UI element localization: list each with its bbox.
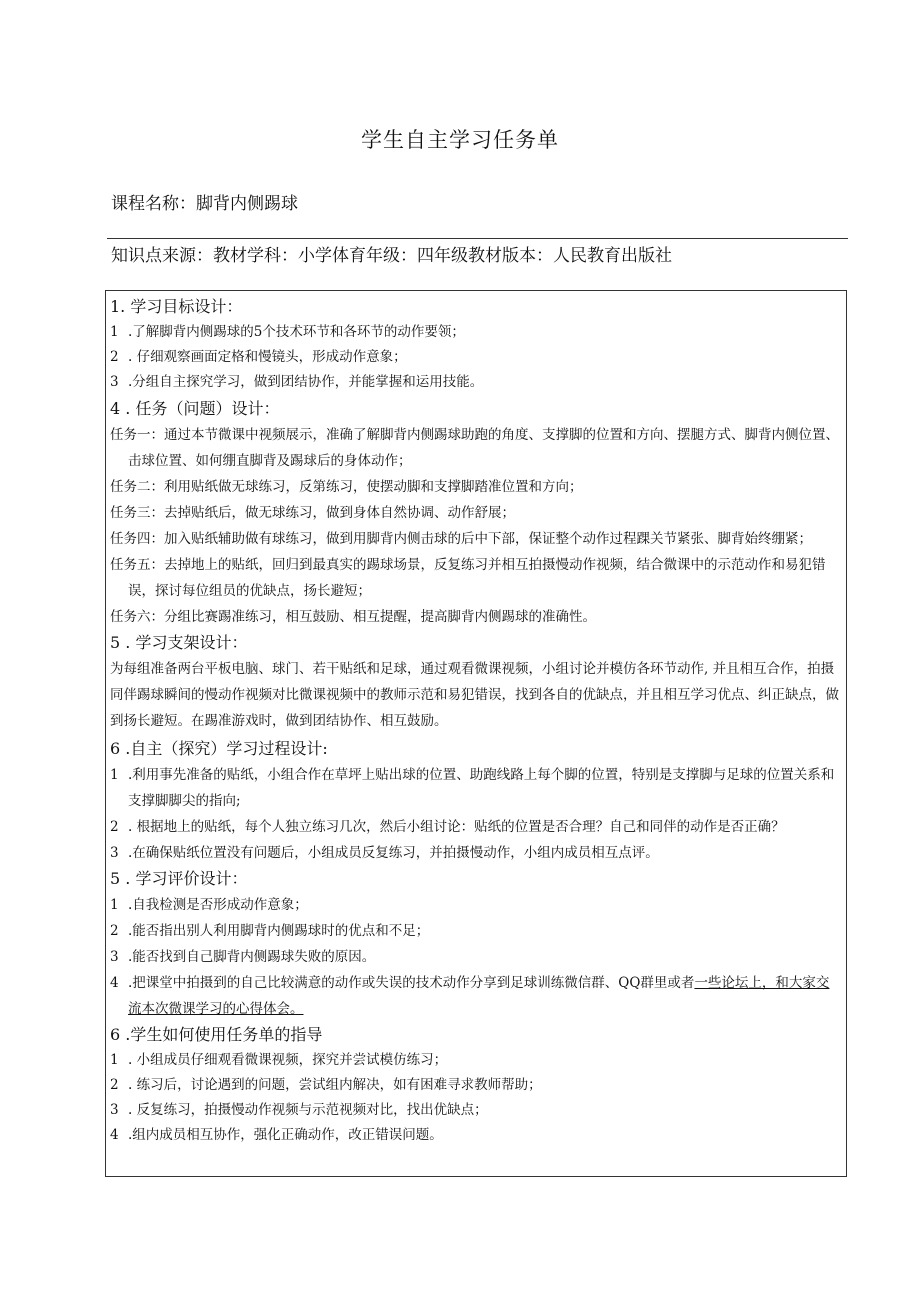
evaluation-item-number: 3 bbox=[110, 949, 119, 966]
tasks-heading: 4 . 任务（问题）设计： bbox=[110, 399, 280, 419]
evaluation-item-text: .能否找到自己脚背内侧踢球失败的原因。 bbox=[128, 949, 376, 966]
guide-item bbox=[110, 1073, 840, 1098]
knowledge-source: 知识点来源：教材学科：小学体育年级：四年级教材版本：人民教育出版社 bbox=[111, 246, 672, 266]
process-item-number: 3 bbox=[110, 845, 119, 862]
task-item: 任务五：去掉地上的贴纸，回归到最真实的踢球场景，反复练习并相互拍摄慢动作视频，结合微课中的示范动作和易犯错误，探讨每位组员的优缺点，扬长避短； bbox=[110, 557, 826, 600]
goal-item bbox=[110, 370, 840, 395]
process-item bbox=[110, 840, 840, 866]
evaluation-item-text: .能否指出别人利用脚背内侧踢球时的优点和不足； bbox=[128, 923, 430, 940]
guide-item-text: . 小组成员仔细观看微课视频，探究并尝试模仿练习； bbox=[128, 1052, 448, 1069]
guide-item-number: 4 bbox=[110, 1126, 119, 1143]
evaluation-item-number: 2 bbox=[110, 923, 119, 940]
guide-item-text: . 练习后，讨论遇到的问题，尝试组内解决，如有困难寻求教师帮助； bbox=[128, 1077, 542, 1094]
header-divider bbox=[107, 238, 848, 239]
page-title: 学生自主学习任务单 bbox=[361, 128, 559, 152]
evaluation-item-underlined-text: 一些论坛上，和大家交流本次微课学习的心得体会。 bbox=[128, 975, 830, 1018]
goal-item-text: . 仔细观察画面定格和慢镜头，形成动作意象； bbox=[128, 348, 407, 365]
task-item: 任务六：分组比赛踢准练习，相互鼓励、相互提醒，提高脚背内侧踢球的准确性。 bbox=[110, 609, 596, 626]
guide-item bbox=[110, 1123, 840, 1148]
process-item-number: 2 bbox=[110, 819, 119, 836]
task-sheet-table bbox=[105, 290, 847, 1177]
goal-item bbox=[110, 320, 840, 345]
evaluation-item-text: .把课堂中拍摄到的自己比较满意的动作或失误的技术动作分享到足球训练微信群、QQ群里或者 bbox=[128, 975, 695, 992]
process-item bbox=[110, 814, 840, 840]
process-item-text: .在确保贴纸位置没有问题后，小组成员反复练习，并拍摄慢动作，小组内成员相互点评。 bbox=[128, 845, 659, 862]
guide-item-number: 1 bbox=[110, 1052, 119, 1069]
task-item: 任务二：利用贴纸做无球练习，反第练习，使摆动脚和支撑脚踏准位置和方向； bbox=[110, 479, 583, 496]
task-item: 任务三：去掉贴纸后，做无球练习，做到身体自然协调、动作舒展； bbox=[110, 505, 515, 522]
evaluation-item bbox=[110, 892, 840, 918]
guide-heading: 6 .学生如何使用任务单的指导 bbox=[110, 1025, 323, 1045]
task-item: 任务一：通过本节微课中视频展示，准确了解脚背内侧踢球助跑的角度、支撑脚的位置和方向、摆腿方式、脚背内侧位置、击球位置、如何绷直脚背及踢球后的身体动作； bbox=[110, 427, 839, 470]
guide-item-text: . 反复练习，拍摄慢动作视频与示范视频对比，找出优缺点； bbox=[128, 1101, 488, 1118]
process-item-text: . 根据地上的贴纸，每个人独立练习几次，然后小组讨论：贴纸的位置是否合理？自己和同伴的动作是否正确？ bbox=[128, 819, 785, 836]
evaluation-heading: 5 . 学习评价设计： bbox=[110, 869, 248, 889]
guide-item bbox=[110, 1048, 840, 1073]
goal-item bbox=[110, 345, 840, 370]
goal-item-number: 3 bbox=[110, 373, 119, 390]
evaluation-item-number: 4 bbox=[110, 975, 119, 992]
task-item: 任务四：加入贴纸辅助做有球练习，做到用脚背内侧击球的后中下部，保证整个动作过程踝关节紧张、脚背始终绷紧； bbox=[110, 531, 812, 548]
goals-heading: 1. 学习目标设计： bbox=[110, 297, 243, 316]
scaffold-heading: 5 . 学习支架设计： bbox=[110, 633, 248, 653]
guide-item bbox=[110, 1098, 840, 1123]
goal-item-text: .了解脚背内侧踢球的5个技术环节和各环节的动作要领； bbox=[128, 324, 465, 340]
evaluation-item bbox=[110, 918, 840, 944]
guide-item-text: .组内成员相互协作，强化正确动作，改正错误问题。 bbox=[128, 1126, 443, 1143]
goal-item-number: 1 bbox=[110, 324, 119, 340]
goal-item-number: 2 bbox=[110, 348, 119, 365]
evaluation-item bbox=[110, 970, 840, 1022]
goal-item-text: .分组自主探究学习，做到团结协作，并能掌握和运用技能。 bbox=[128, 373, 484, 390]
process-item-number: 1 bbox=[110, 767, 119, 784]
evaluation-item bbox=[110, 944, 840, 970]
guide-item-number: 3 bbox=[110, 1101, 119, 1118]
scaffold-text: 为每组准备两台平板电脑、球门、若干贴纸和足球，通过观看微课视频，小组讨论并模仿各环节动作, 并且相互合作，拍摄同伴踢球瞬间的慢动作视频对比微课视频中的教师示范和易犯错误，找到各自的优缺点，并且相互学习优点、纠正缺点，做到扬长避短。在踢准游戏时，做到团结协作、相互鼓励。 bbox=[110, 661, 839, 730]
process-item bbox=[110, 762, 840, 814]
process-heading: 6 .自主（探究）学习过程设计: bbox=[110, 739, 328, 759]
guide-item-number: 2 bbox=[110, 1077, 119, 1094]
evaluation-item-text: .自我检测是否形成动作意象； bbox=[128, 897, 308, 914]
process-item-text: .利用事先准备的贴纸，小组合作在草坪上贴出球的位置、助跑线路上每个脚的位置，特别是支撑脚与足球的位置关系和支撑脚脚尖的指向; bbox=[128, 767, 835, 810]
course-name: 课程名称：脚背内侧踢球 bbox=[111, 194, 298, 214]
evaluation-item-number: 1 bbox=[110, 897, 119, 914]
